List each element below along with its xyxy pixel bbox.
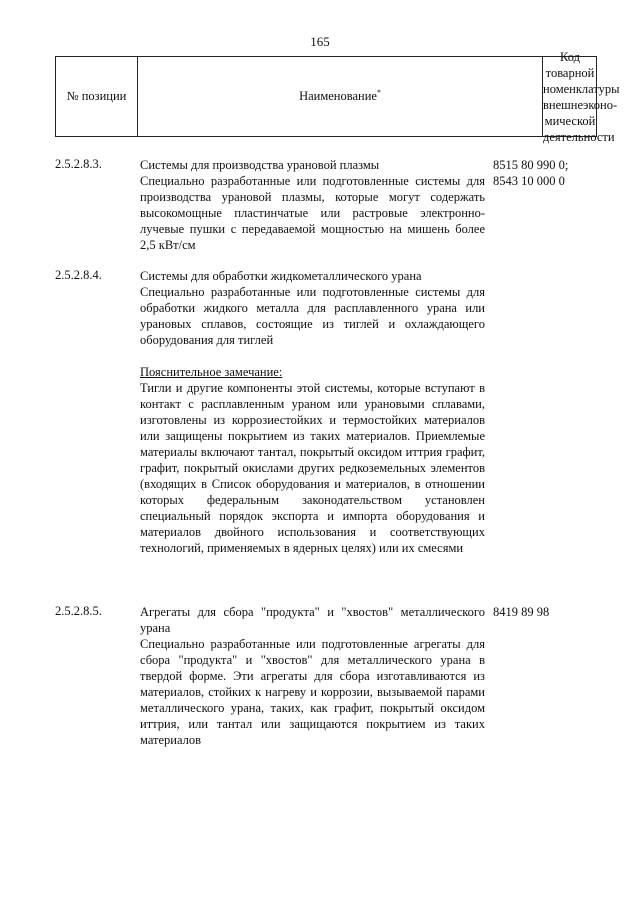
header-name-label: Наименование [299, 89, 377, 103]
entry-codes [493, 157, 603, 189]
header-name [138, 57, 543, 136]
entry-code: 8419 89 98 [493, 605, 550, 619]
entry-position: 2.5.2.8.4. [55, 268, 102, 282]
entry-text [140, 604, 485, 748]
entry-code: 8515 80 990 0; [493, 158, 569, 172]
page-number: 165 [310, 34, 330, 49]
entry-body: Специально разработанные или подготовленные системы для производства урановой плазмы, которые могут содержать высокомощные пластинчатые или растровые электронно-лучевые пушки с передаваемой мощностью на мишень более 2,5 кВт/см [140, 174, 485, 252]
header-position: № позиции [56, 57, 138, 136]
note-heading: Пояснительное замечание: [140, 365, 283, 379]
header-name-footnote-mark: * [376, 88, 381, 97]
entry-position: 2.5.2.8.5. [55, 604, 102, 618]
entry-title: Системы для производства урановой плазмы [140, 158, 380, 172]
entry-body: Специально разработанные или подготовленные агрегаты для сбора "продукта" и "хвостов" для металлического урана в твердой форме. Эти агрегаты для сбора изготавливаются из материалов, стойких к нагреву и коррозии, вызываемой парами металлического урана, таких, как графит, покрытый оксидом иттрия, или тантал или защищаются покрытием из таких материалов [140, 637, 485, 747]
header-code-line: номенклатуры [543, 81, 620, 96]
header-code-line: деятельности [543, 129, 615, 144]
table-header [55, 49, 620, 144]
entry-body: Специально разработанные или подготовленные системы для обработки жидкого металла для расплавленного урана или урановых сплавов, состоящие из тиглей и охлаждающего оборудования для тиглей [140, 285, 485, 347]
entry-title: Системы для обработки жидкометаллического урана [140, 269, 422, 283]
header-code-line: Код товарной [545, 49, 595, 80]
entry-title: Агрегаты для сбора "продукта" и "хвостов" металлического урана [140, 605, 485, 635]
entry-codes [493, 604, 603, 620]
entry-position: 2.5.2.8.3. [55, 157, 102, 171]
entry-text [140, 157, 485, 253]
header-code-line: мической [544, 113, 596, 128]
note-body: Тигли и другие компоненты этой системы, которые вступают в контакт с расплавленным ураном или урановыми сплавами, изготовлены из коррозиестойких и термостойких материалов или защищены покрытием из таких материалов. Приемлемые материалы включают тантал, покрытый оксидом иттрия графит, графит, покрытый окислами других редкоземельных элементов (входящих в Список оборудования и материалов, в отношении которых федеральным законодательством установлен специальный порядок экспорта и импорта оборудования и материалов двойного использования и соответствующих технологий, применяемых в ядерных целях) или их смесями [140, 381, 485, 555]
entry-code: 8543 10 000 0 [493, 174, 565, 188]
entry-text [140, 268, 485, 556]
header-code [543, 49, 620, 144]
header-code-line: внешнеэконо- [543, 97, 618, 112]
